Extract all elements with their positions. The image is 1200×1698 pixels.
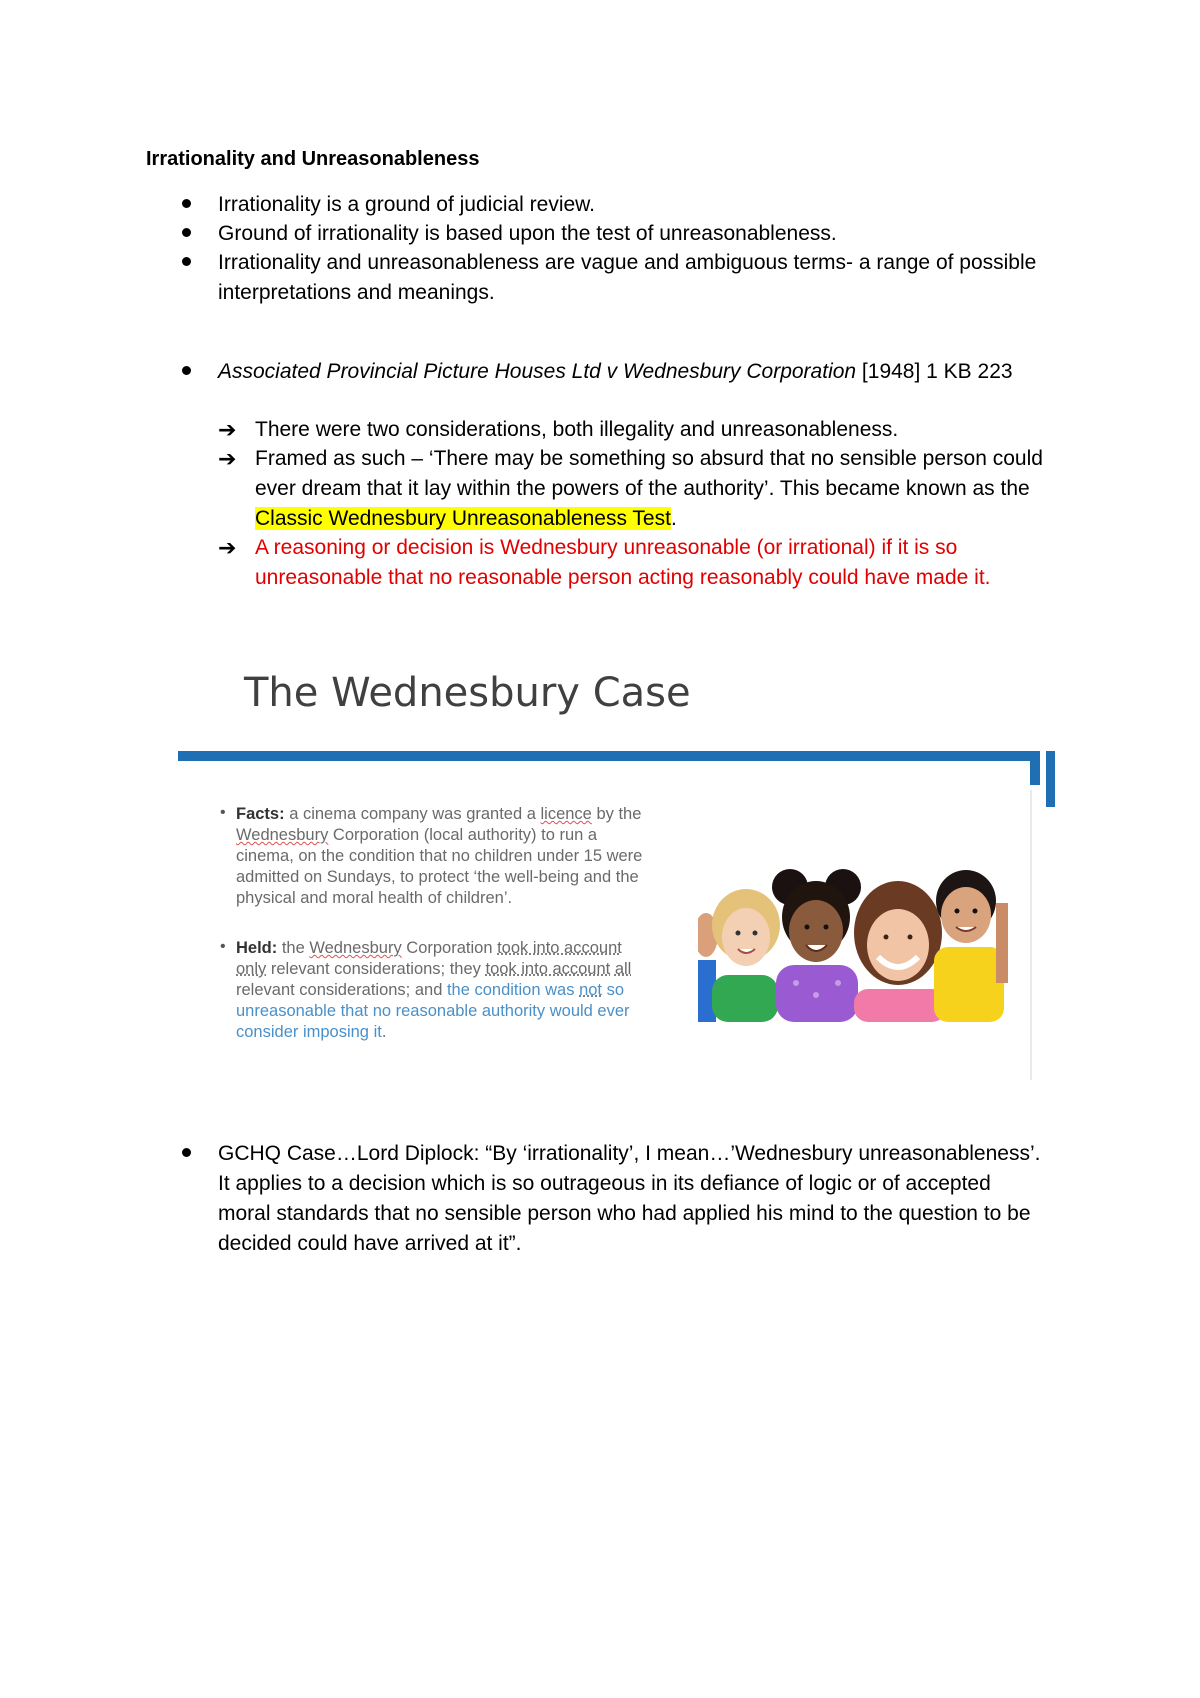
held-all: all (614, 960, 632, 978)
held-text: Corporation (401, 939, 498, 957)
facts-wednesbury: Wednesbury (236, 826, 329, 844)
held-took-into-account: took into account (497, 939, 622, 957)
held-label: Held: (236, 939, 278, 957)
facts-label: Facts: (236, 805, 285, 823)
held-not: not (579, 981, 602, 999)
held-text: relevant considerations; and (236, 981, 447, 999)
bullet-dot (182, 366, 191, 375)
slide-accent-bar (178, 751, 1040, 761)
case-citation (218, 357, 1038, 387)
held-text: relevant considerations; they (266, 960, 486, 978)
facts-text: by the (591, 805, 642, 823)
held-text: . (381, 1023, 387, 1041)
document-heading: Irrationality and Unreasonableness (146, 148, 480, 170)
highlighted-test-name: Classic Wednesbury Unreasonableness Test (255, 507, 671, 530)
facts-text: Corporation (local authority) to run a cinema, on the condition that no children under 15 were admitted on Sundays, to protect ‘the well-being and the physical and moral health of children’. (236, 826, 643, 907)
children-photo (698, 865, 1008, 1022)
arrow-text: Framed as such – ‘There may be something so absurd that no sensible person could ever dream that it lay within the powers of the authority’. This became known as the (255, 447, 1043, 500)
slide-accent-bar (1030, 751, 1040, 785)
arrow-item: There were two considerations, both illegality and unreasonableness. (255, 418, 899, 441)
embedded-slide-image (178, 640, 1068, 1080)
gchq-quote: GCHQ Case…Lord Diplock: “By ‘irrationality’, I mean…’Wednesbury unreasonableness’. It applies to a decision which is so outrageous in its defiance of logic or of accepted moral standards that no sensible person who had applied his mind to the question to be decided could have arrived at it”. (218, 1142, 1041, 1255)
held-only: only (236, 960, 267, 978)
arrow-item (255, 444, 1045, 534)
bullet-item: Ground of irrationality is based upon the test of unreasonableness. (218, 222, 837, 245)
slide-bullet-icon: • (220, 804, 226, 821)
slide-bullet-icon: • (220, 938, 226, 955)
bullet-dot (182, 228, 191, 237)
held-blue-text: so unreasonable that no reasonable authority would ever consider imposing it (236, 981, 630, 1041)
held-took-into-account: took into account (485, 960, 611, 978)
held-wednesbury: Wednesbury (309, 939, 402, 957)
bullet-item: Irrationality and unreasonableness are vague and ambiguous terms- a range of possible interpretations and meanings. (218, 251, 1037, 304)
children-illustration (698, 865, 1008, 1022)
arrow-text-end: . (670, 507, 677, 530)
slide-title: The Wednesbury Case (244, 670, 691, 716)
slide-held (236, 938, 656, 1043)
facts-licence: licence (540, 805, 592, 823)
held-blue-text: the condition was (446, 981, 580, 999)
facts-text: a cinema company was granted a (284, 805, 541, 823)
arrow-item-red: A reasoning or decision is Wednesbury unreasonable (or irrational) if it is so unreasonable that no reasonable person acting reasonably could have made it. (255, 536, 991, 589)
slide-accent-bar (1046, 751, 1055, 807)
case-name: Associated Provincial Picture Houses Ltd v Wednesbury Corporation (218, 360, 857, 383)
arrow-icon: ➔ (218, 446, 237, 471)
slide-edge (1030, 790, 1032, 1080)
slide-facts (236, 804, 656, 909)
held-text: the (277, 939, 310, 957)
bullet-dot (182, 1148, 191, 1157)
bullet-dot (182, 257, 191, 266)
bullet-dot (182, 199, 191, 208)
arrow-icon: ➔ (218, 417, 237, 442)
case-reference: [1948] 1 KB 223 (856, 360, 1013, 383)
bullet-item: Irrationality is a ground of judicial review. (218, 193, 596, 216)
arrow-icon: ➔ (218, 535, 237, 560)
